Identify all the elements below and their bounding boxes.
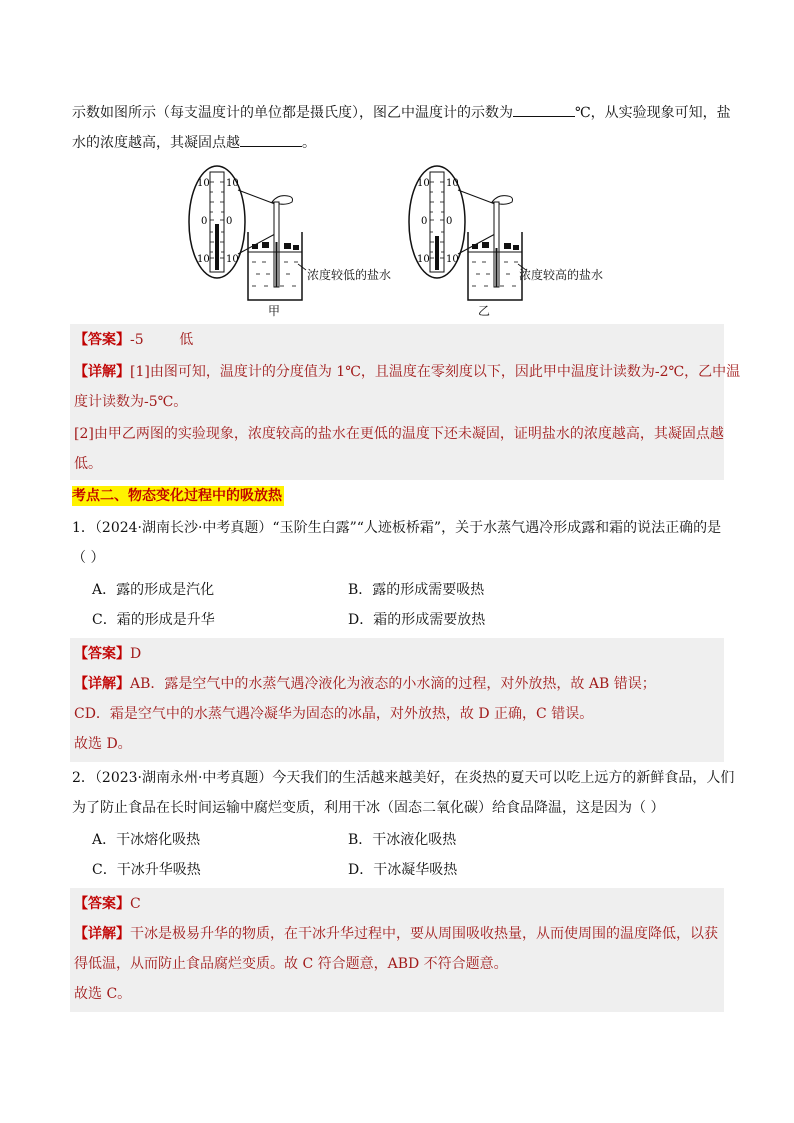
q2-stem-2: 为了防止食品在长时间运输中腐烂变质，利用干冰（固态二氧化碳）给食品降温，这是因为（ ） <box>72 800 665 816</box>
left-scale-top: 10 <box>197 178 210 189</box>
answer-tag-2: 【答案】 <box>74 646 130 662</box>
figure-right <box>409 166 526 300</box>
right-scale-bot-r: 10 <box>446 254 459 265</box>
detail-1-l1: [1]由图可知，温度计的分度值为 1℃，且温度在零刻度以下，因此甲中温度计读数为-2℃，乙中温 <box>130 364 741 380</box>
detail-2-l1: AB．露是空气中的水蒸气遇冷液化为液态的小水滴的过程，对外放热，故 AB 错误； <box>130 676 656 692</box>
right-label: 浓度较高的盐水 <box>519 268 604 282</box>
q2-option-b[interactable]: B．干冰液化吸热 <box>348 832 457 848</box>
q2-stem-1: 2．（2023·湖南永州·中考真题）今天我们的生活越来越美好，在炎热的夏天可以吃上远方的新鲜食品，人们 <box>72 770 735 786</box>
figure-left <box>189 166 306 300</box>
section-heading-text: 考点二、物态变化过程中的吸放热 <box>72 488 282 504</box>
detail-1-l4: 低。 <box>74 456 102 472</box>
section-heading <box>72 486 284 506</box>
right-scale-top: 10 <box>417 178 430 189</box>
left-scale-bot: 10 <box>197 254 210 265</box>
intro-line-1 <box>72 102 731 123</box>
answer-value-2: D <box>130 646 142 662</box>
q1-stem-1: 1．（2024·湖南长沙·中考真题）“玉阶生白露”“人迹板桥霜”，关于水蒸气遇冷形成露和霜的说法正确的是 <box>72 520 722 536</box>
answer-tag-3: 【答案】 <box>74 896 130 912</box>
detail-1-l3: [2]由甲乙两图的实验现象，浓度较高的盐水在更低的温度下还未凝固，证明盐水的浓度越高，其凝固点越 <box>74 426 724 442</box>
intro-text-2b: 。 <box>302 135 316 151</box>
answer-values-1: -5 低 <box>130 332 194 348</box>
answer-blank-2[interactable] <box>240 132 302 147</box>
answer-blank-1[interactable] <box>513 102 575 117</box>
detail-3-l1: 干冰是极易升华的物质，在干冰升华过程中，要从周围吸收热量，从而使周围的温度降低，以获 <box>130 926 718 942</box>
left-scale-bot-r: 10 <box>226 254 239 265</box>
q1-option-b[interactable]: B．露的形成需要吸热 <box>348 582 485 598</box>
intro-text-2a: 水的浓度越高，其凝固点越 <box>72 135 240 151</box>
intro-text-1a: 示数如图所示（每支温度计的单位都是摄氏度），图乙中温度计的示数为 <box>72 105 513 121</box>
left-scale-mid-r: 0 <box>226 216 233 227</box>
answer-box-2 <box>70 638 724 762</box>
right-caption: 乙 <box>478 304 491 318</box>
thermometer-figure <box>180 162 620 322</box>
right-scale-bot: 10 <box>417 254 430 265</box>
q2-option-a[interactable]: A．干冰熔化吸热 <box>92 832 201 848</box>
q1-stem-2: （ ） <box>72 550 105 566</box>
detail-2-l3: 故选 D。 <box>74 736 132 752</box>
detail-3-l3: 故选 C。 <box>74 986 132 1002</box>
answer-box-1 <box>70 324 741 480</box>
detail-tag-3: 【详解】 <box>74 926 130 942</box>
detail-tag-1: 【详解】 <box>74 364 130 380</box>
detail-2-l2: CD．霜是空气中的水蒸气遇冷凝华为固态的冰晶，对外放热，故 D 正确，C 错误。 <box>74 706 594 722</box>
q2-option-d[interactable]: D．干冰凝华吸热 <box>348 862 458 878</box>
left-scale-mid: 0 <box>201 216 208 227</box>
intro-text-1b: ℃，从实验现象可知，盐 <box>575 105 731 121</box>
q1-option-a[interactable]: A．露的形成是汽化 <box>92 582 215 598</box>
left-scale-top-r: 10 <box>226 178 239 189</box>
q2-option-c[interactable]: C．干冰升华吸热 <box>92 862 201 878</box>
detail-tag-2: 【详解】 <box>74 676 130 692</box>
q1-option-d[interactable]: D．霜的形成需要放热 <box>348 612 486 628</box>
answer-value-3: C <box>130 896 141 912</box>
right-scale-mid: 0 <box>421 216 428 227</box>
detail-1-l2: 度计读数为-5℃。 <box>74 394 188 410</box>
answer-box-3 <box>70 888 724 1012</box>
answer-tag-1: 【答案】 <box>74 332 130 348</box>
right-scale-top-r: 10 <box>446 178 459 189</box>
q1-option-c[interactable]: C．霜的形成是升华 <box>92 612 215 628</box>
left-caption: 甲 <box>268 304 281 318</box>
right-scale-mid-r: 0 <box>446 216 453 227</box>
left-label: 浓度较低的盐水 <box>307 268 392 282</box>
detail-3-l2: 得低温，从而防止食品腐烂变质。故 C 符合题意，ABD 不符合题意。 <box>74 956 508 972</box>
intro-line-2 <box>72 132 316 153</box>
